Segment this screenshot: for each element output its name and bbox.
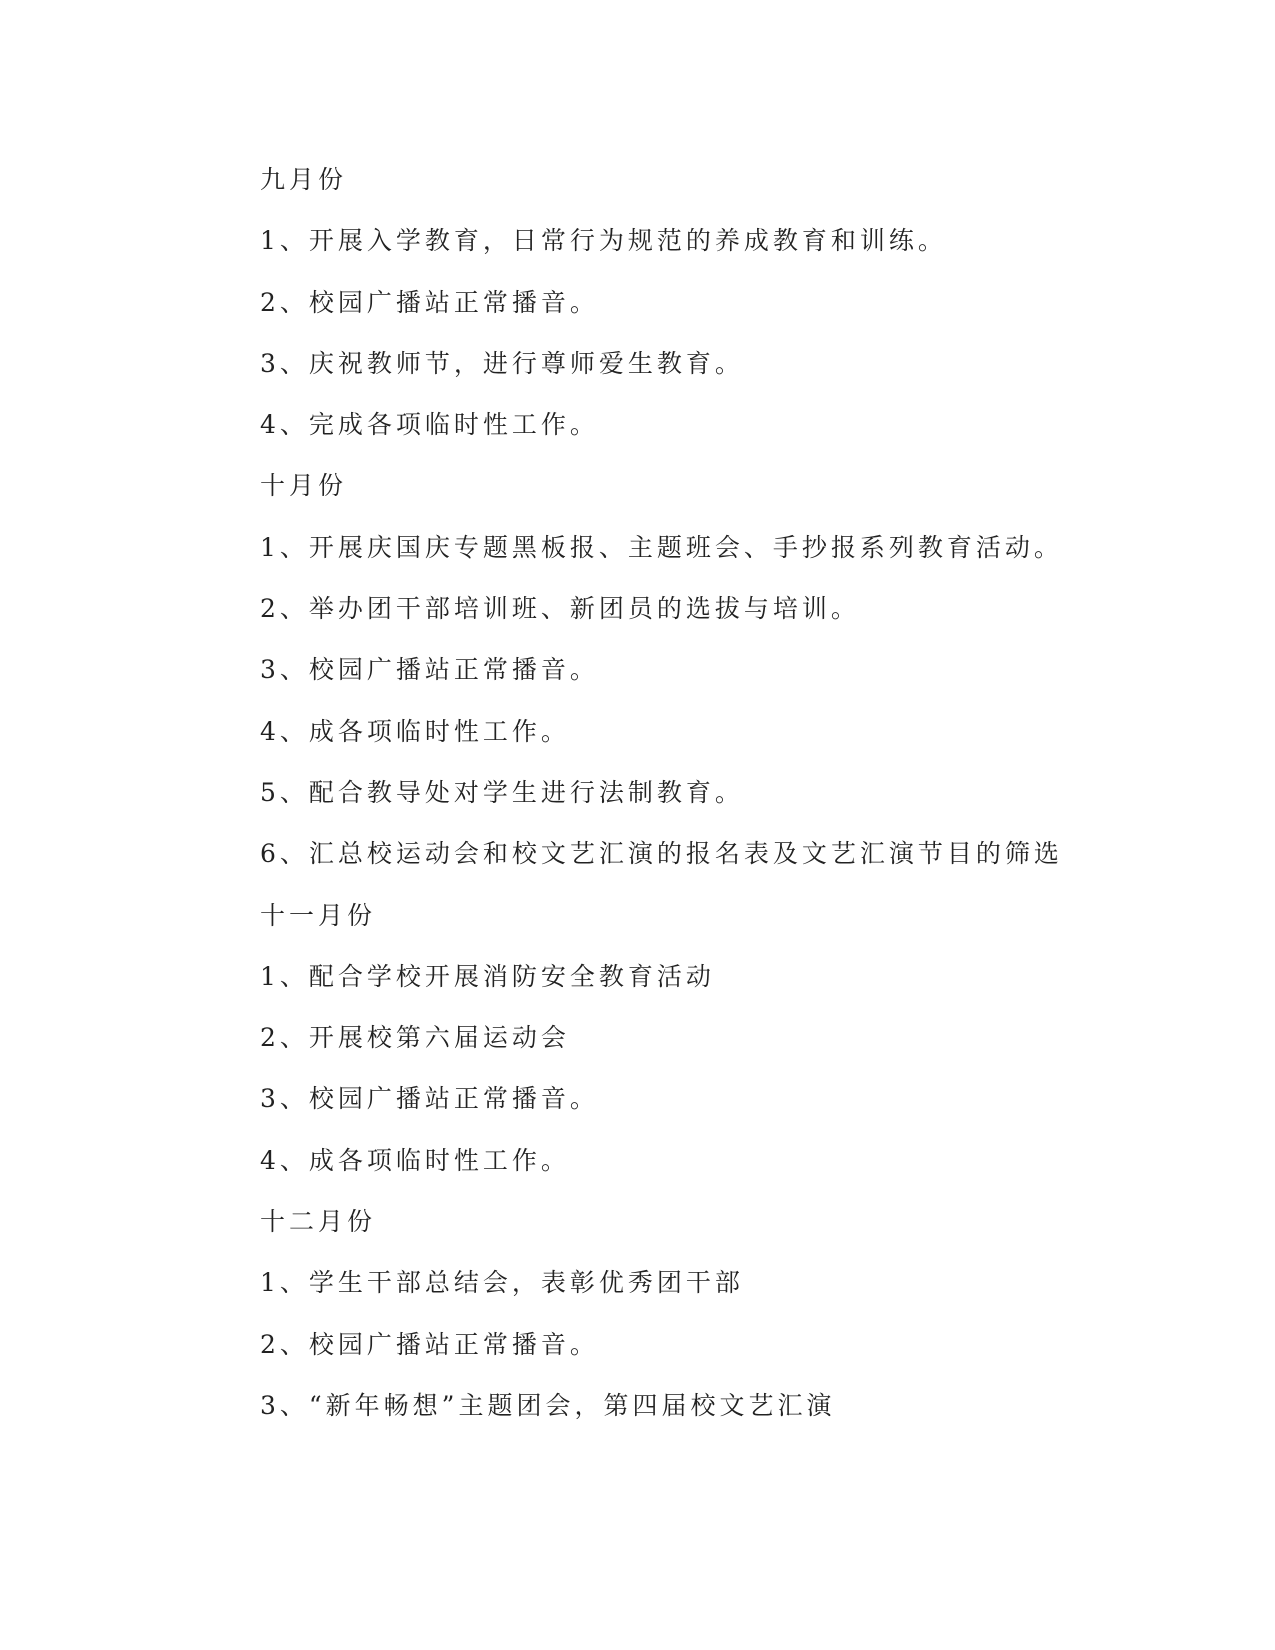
list-item: 3、校园广播站正常播音。 xyxy=(260,655,599,685)
list-item: 2、开展校第六届运动会 xyxy=(260,1023,570,1053)
month-heading-september: 九月份 xyxy=(260,165,348,194)
list-item: 1、开展入学教育，日常行为规范的养成教育和训练。 xyxy=(260,226,947,256)
list-item: 5、配合教导处对学生进行法制教育。 xyxy=(260,777,744,807)
list-item: 3、“新年畅想”主题团会，第四届校文艺汇演 xyxy=(260,1390,836,1420)
list-item: 6、汇总校运动会和校文艺汇演的报名表及文艺汇演节目的筛选 xyxy=(260,839,1063,869)
list-item: 2、校园广播站正常播音。 xyxy=(260,287,599,317)
list-item: 3、校园广播站正常播音。 xyxy=(260,1084,599,1114)
list-item: 1、学生干部总结会，表彰优秀团干部 xyxy=(260,1268,744,1298)
list-item: 3、庆祝教师节，进行尊师爱生教育。 xyxy=(260,348,744,378)
document-body xyxy=(260,160,1080,1447)
month-heading-december: 十二月份 xyxy=(260,1207,377,1237)
list-item: 2、举办团干部培训班、新团员的选拔与培训。 xyxy=(260,594,860,624)
list-item: 4、成各项临时性工作。 xyxy=(260,716,570,746)
month-heading-october: 十月份 xyxy=(260,471,348,501)
list-item: 1、开展庆国庆专题黑板报、主题班会、手抄报系列教育活动。 xyxy=(260,532,1063,562)
month-heading-november: 十一月份 xyxy=(260,900,377,930)
list-item: 4、完成各项临时性工作。 xyxy=(260,410,599,440)
list-item: 4、成各项临时性工作。 xyxy=(260,1145,570,1175)
list-item: 1、配合学校开展消防安全教育活动 xyxy=(260,961,715,991)
list-item: 2、校园广播站正常播音。 xyxy=(260,1329,599,1359)
